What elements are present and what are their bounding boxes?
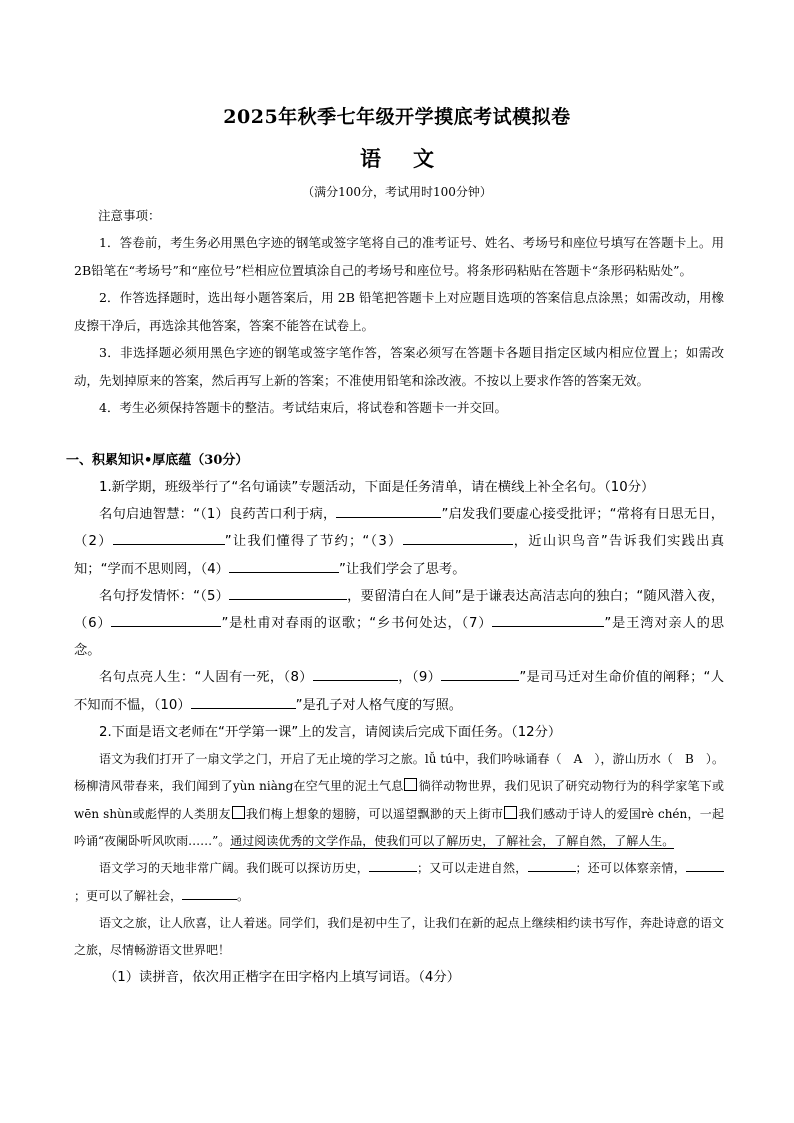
notice-heading: 注意事项：	[98, 208, 161, 223]
section-heading: 一、积累知识•厚底蕴（30分）	[66, 453, 249, 468]
subject-title	[0, 143, 794, 173]
answer-blank-4[interactable]	[229, 559, 339, 573]
underlined-sentence: 通过阅读优秀的文学作品，使我们可以了解历史，了解社会，了解自然，了解人生。	[230, 833, 675, 848]
punctuation-box-2[interactable]	[232, 806, 245, 819]
fill-blank-4[interactable]	[182, 886, 237, 900]
punctuation-box-3[interactable]	[504, 806, 517, 819]
answer-blank-1[interactable]	[336, 504, 441, 518]
subject-char-1: 语	[360, 146, 381, 171]
answer-blank-9[interactable]	[441, 667, 519, 681]
q2-passage-2: 语文学习的天地非常广阔。我们既可以探访历史， ；又可以走进自然， ；还可以体察亲情，；更可以了解社会， 。	[74, 855, 724, 910]
answer-blank-10[interactable]	[191, 695, 296, 709]
fill-blank-2[interactable]	[528, 858, 576, 872]
q1-stem: 1.新学期，班级举行了“名句诵读”专题活动，下面是任务清单，请在横线上补全名句。（10分）	[99, 480, 655, 495]
answer-blank-3[interactable]	[403, 531, 513, 545]
q1-para-2: 名句抒发情怀：“（5） ，要留清白在人间”是于谦表达高洁志向的独白；“随风潜入夜，（6） ”是杜甫对春雨的讴歌；“乡书何处达，（7） ”是王湾对亲人的思念。	[74, 583, 724, 665]
q2-passage-3: 语文之旅，让人欣喜，让人着迷。同学们，我们是初中生了，让我们在新的起点上继续相约读书写作，奔赴诗意的语文之旅，尽情畅游语文世界吧！	[74, 915, 724, 958]
notice-item-2: 2．作答选择题时，选出每小题答案后，用 2B 铅笔把答题卡上对应题目选项的答案信息点涂黑；如需改动，用橡皮擦干净后，再选涂其他答案，答案不能答在试卷上。	[74, 290, 724, 333]
q2-sub-1: （1）读拼音，依次用正楷字在田字格内上填写词语。（4分）	[104, 970, 460, 986]
punctuation-box-1[interactable]	[404, 778, 417, 791]
answer-blank-6[interactable]	[111, 613, 221, 627]
subject-char-2: 文	[413, 146, 434, 171]
answer-blank-7[interactable]	[492, 613, 604, 627]
q1-para-3: 名句点亮人生：“人固有一死，（8） ，（9） ”是司马迁对生命价值的阐释；“人不知而不愠，（10） ”是孔子对人格气度的写照。	[74, 664, 724, 718]
q2-stem: 2.下面是语文老师在“开学第一课”上的发言，请阅读后完成下面任务。（12分）	[99, 724, 562, 740]
notice-item-3: 3．非选择题必须用黑色字迹的钢笔或签字笔作答，答案必须写在答题卡各题目指定区域内相应位置上；如需改动，先划掉原来的答案，然后再写上新的答案；不准使用铅笔和涂改液。不按以上要求作答的答案无效。	[74, 345, 724, 388]
notice-block	[74, 202, 724, 422]
answer-blank-2[interactable]	[113, 531, 225, 545]
q2-passage-1: 语文为我们打开了一扇文学之门，开启了无止境的学习之旅。lǚ tú中，我们吟咏诵春（ A ），游山历水（ B ）。杨柳清风带春来，我们闻到了yùn niàng在空气里的泥土气息 徜徉动物世界，我们见识了研究动物行为的科学家笔下或wēn shùn或彪悍的人类朋友 我们梅上想象的翅膀，可以遥望飘渺的天上街市 我们感动于诗人的爱国rè chén，一起吟诵“夜阑卧听风吹雨……”。通过阅读优秀的文学作品，使我们可以了解历史，了解社会，了解自然，了解人生。	[74, 752, 725, 848]
section-1	[66, 447, 725, 992]
answer-blank-5[interactable]	[229, 586, 347, 600]
notice-item-1: 1．答卷前，考生务必用黑色字迹的钢笔或签字笔将自己的准考证号、姓名、考场号和座位号填写在答题卡上。用2B铅笔在“考场号”和“座位号”栏相应位置填涂自己的考场号和座位号。将条形码粘贴在答题卡“条形码粘贴处”。	[74, 235, 724, 278]
exam-note: （满分100分，考试用时100分钟）	[302, 185, 492, 199]
answer-blank-8[interactable]	[313, 667, 398, 681]
notice-item-4: 4．考生必须保持答题卡的整洁。考试结束后，将试卷和答题卡一并交回。	[99, 400, 507, 415]
fill-blank-1[interactable]	[369, 858, 417, 872]
q1-para-1: 名句启迪智慧：“（1）良药苦口利于病， ”启发我们要虚心接受批评；“常将有日思无日，（2） ”让我们懂得了节约；“（3） ，近山识鸟音”告诉我们实践出真知；“学而不思则罔，（4） ”让我们学会了思考。	[74, 501, 724, 583]
exam-title: 2025年秋季七年级开学摸底考试模拟卷	[223, 106, 571, 128]
fill-blank-3[interactable]	[686, 858, 724, 872]
